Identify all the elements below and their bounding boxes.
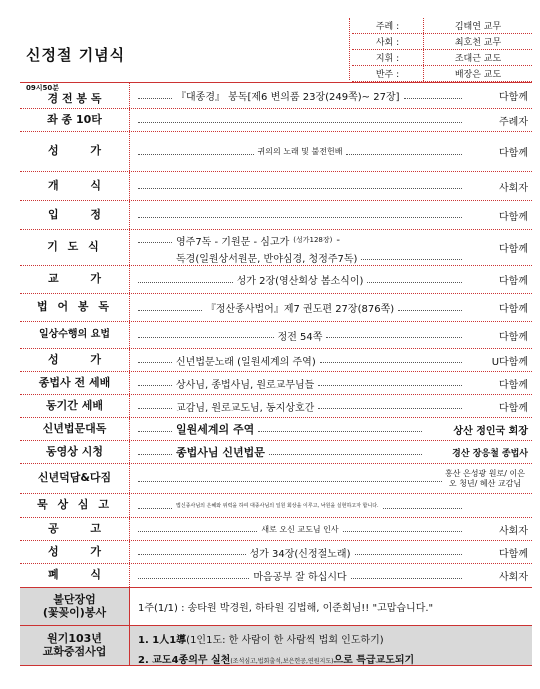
row-text: 새로 오신 교도님 인사 [261,524,339,534]
leader-dots [138,357,172,363]
leader-dots [361,254,462,260]
row-content [130,353,462,368]
row-label: 공 고 [20,518,130,540]
leader-dots [138,503,172,509]
program-row [20,541,532,564]
focus-project-label [20,626,130,665]
row-text-line1: 영주7독 - 기원문 - 심고가 [176,236,290,248]
project-detail: (1인1도: 한 사람이 한 사람씩 법회 인도하기) [186,635,384,646]
row-content [130,568,462,583]
flower-service-label [20,588,130,625]
row-content [130,476,442,482]
row-content [130,421,422,437]
start-time: 09시50분 [26,84,60,92]
leader-dots [138,212,462,218]
row-label: 동영상 시청 [20,441,130,463]
row-label: 폐 식 [20,564,130,587]
row-text: 『정산종사법어』제7 권도편 27장(876쪽) [205,304,395,315]
row-responsible: 다함께 [499,379,528,391]
staff-role: 사회 : [352,34,424,49]
row-content [130,272,462,287]
leader-dots [351,573,462,579]
leader-dots [138,117,462,123]
row-content [130,212,462,218]
focus-project-text [130,626,532,665]
program-sheet [20,14,532,665]
program-row [20,322,532,349]
program-row [20,349,532,372]
leader-dots [404,93,462,99]
leader-dots [320,357,462,363]
row-text: 『대종경』 봉독[제6 변의품 23장(249쪽)~ 27장] [176,92,400,103]
row-label: 일상수행의 요법 [20,322,130,348]
leader-dots [326,332,462,338]
row-label: 입 정 [20,201,130,229]
row-content [130,117,462,123]
program-row [20,132,532,172]
row-label: 묵 상 심 고 [20,494,130,517]
row-text-dash: - [336,234,340,246]
program-row [20,518,532,541]
program-row [20,294,532,322]
leader-dots [258,426,422,432]
program-row [20,172,532,201]
staff-name: 조대근 교도 [454,54,502,64]
row-text: 마음공부 잘 하십시다 [253,572,347,583]
row-text: 신년법문노래 (일원세계의 주역) [176,356,316,368]
program-table [20,82,532,666]
row-label: 성 가 [20,349,130,371]
staff-list [352,18,532,82]
leader-dots [398,305,462,311]
project-subnote: (조석심고,법회출석,보은헌공,연원지도) [230,658,334,665]
row-content [130,399,462,414]
program-row [20,464,532,494]
header [20,14,532,84]
leader-dots [269,449,422,455]
row-responsible: 다함께 [499,92,528,103]
row-content [130,502,462,509]
row-content [130,376,462,391]
staff-role: 주례 : [352,18,424,33]
row-responsible: 다함께 [499,244,528,255]
leader-dots [138,549,246,555]
staff-row [352,34,532,50]
row-responsible: 사회자 [499,525,528,537]
row-responsible: 사회자 [499,572,528,583]
row-content [130,444,422,460]
program-row [20,418,532,441]
row-responsible: 다함께 [499,148,528,159]
label-line: 불단장엄 [53,592,96,606]
row-responsible: 경산 장응철 종법사 [452,448,528,459]
leader-dots [138,277,233,283]
project-title: 1人1導 [152,635,187,646]
row-text-hymn: (성가128장) [293,236,333,244]
program-row [20,109,532,132]
program-row [20,201,532,230]
leader-dots [138,305,202,311]
row-responsible: 다함께 [499,276,528,287]
row-text-line2: 독경(일원상서원문, 반야심경, 청정주7독) [176,253,358,265]
leader-dots [138,403,172,409]
focus-project-row [20,626,532,666]
row-label: 기 도 식 [20,230,130,265]
page-title: 신정절 기념식 [26,46,126,64]
leader-dots [138,476,442,482]
leader-dots [138,237,172,243]
row-responsible: 사회자 [499,182,528,194]
program-row [20,494,532,518]
leader-dots [138,149,254,155]
row-content [130,88,462,103]
row-text: 성가 2장(영산회상 봄소식이) [236,276,364,287]
project-line-2 [138,651,532,665]
row-text: 정전 54쪽 [277,331,323,343]
row-text: 귀의의 노래 및 불전헌배 [257,146,343,156]
row-content [130,147,462,156]
row-label: 신년덕담&다짐 [20,464,130,493]
row-content [130,328,462,343]
staff-role: 반주 : [352,66,424,81]
row-label: 종법사 전 세배 [20,372,130,394]
leader-dots [138,332,274,338]
row-content [130,183,462,189]
row-responsible: 다함께 [499,548,528,560]
leader-dots [355,549,463,555]
program-row [20,395,532,418]
leader-dots [343,526,462,532]
flower-service-text: 1주(1/1) : 송타원 박경원, 하타원 김법해, 이준희님!! "고맙습니다." [138,603,434,614]
row-text: 상사님, 종법사님, 원로교무님들 [176,379,315,391]
staff-row [352,50,532,66]
row-label: 교 가 [20,266,130,293]
row-responsible: 홍산 은성광 원로/ 이은오 청년/ 혜산 교감님 [445,468,525,488]
program-row [20,230,532,266]
staff-role: 지휘 : [352,50,424,65]
project-detail: 으로 특급교도되기 [333,655,415,665]
program-row [20,441,532,464]
row-responsible: 상산 정인국 회장 [453,425,528,437]
program-row [20,564,532,588]
row-text: 종법사님 신년법문 [176,446,265,459]
leader-dots [138,380,172,386]
leader-dots [138,426,172,432]
leader-dots [346,149,462,155]
row-label: 개 식 [20,172,130,200]
row-label: 성 가 [20,541,130,563]
label-line: 원기103년 [47,631,102,645]
leader-dots [138,526,257,532]
program-row [20,266,532,294]
leader-dots [138,449,172,455]
leader-dots [138,93,172,99]
row-content [130,524,462,535]
staff-row [352,66,532,82]
project-number: 1. [138,635,149,646]
title-box [20,18,350,80]
leader-dots [138,573,249,579]
staff-row [352,18,532,34]
label-line: (꽃꽂이)봉사 [42,605,107,619]
project-number: 2. [138,655,149,665]
row-text: 성가 34장(신정절노래) [249,548,351,560]
row-responsible: U다함께 [491,356,528,368]
row-text: 일원세계의 주역 [176,423,255,436]
row-text: 교감님, 원로교도님, 동지상호간 [176,402,315,414]
row-responsible: 다함께 [499,402,528,414]
row-text: 법신종사님의 은혜와 위력을 하여 대종사님의 일원 회상을 이루고, 낙원을 실현하고자 합니다. [176,503,379,509]
row-responsible: 다함께 [499,211,528,223]
row-label: 성 가 [20,132,130,171]
flower-service-row [20,588,532,626]
staff-name: 배장은 교도 [454,70,502,80]
leader-dots [383,503,462,509]
row-label: 동기간 세배 [20,395,130,417]
row-responsible: 다함께 [499,304,528,315]
row-label: 좌 종 10타 [20,109,130,131]
row-responsible: 다함께 [499,331,528,343]
row-content [130,300,462,315]
row-content [130,231,462,265]
row-label: 법 어 봉 독 [20,294,130,321]
row-content [130,545,462,560]
leader-dots [318,403,462,409]
project-line-1 [138,631,532,646]
row-label: 경 전 봉 독 [20,83,130,108]
leader-dots [367,277,462,283]
project-title: 교도4종의무 실천 [152,655,231,665]
staff-name: 김태연 교무 [454,22,502,32]
row-label: 신년법문대독 [20,418,130,440]
program-row [20,372,532,395]
row-responsible: 주례자 [499,116,528,128]
leader-dots [318,380,462,386]
leader-dots [138,183,462,189]
staff-name: 최호천 교무 [454,38,502,48]
label-line: 교화중점사업 [42,644,107,658]
program-row [20,83,532,109]
